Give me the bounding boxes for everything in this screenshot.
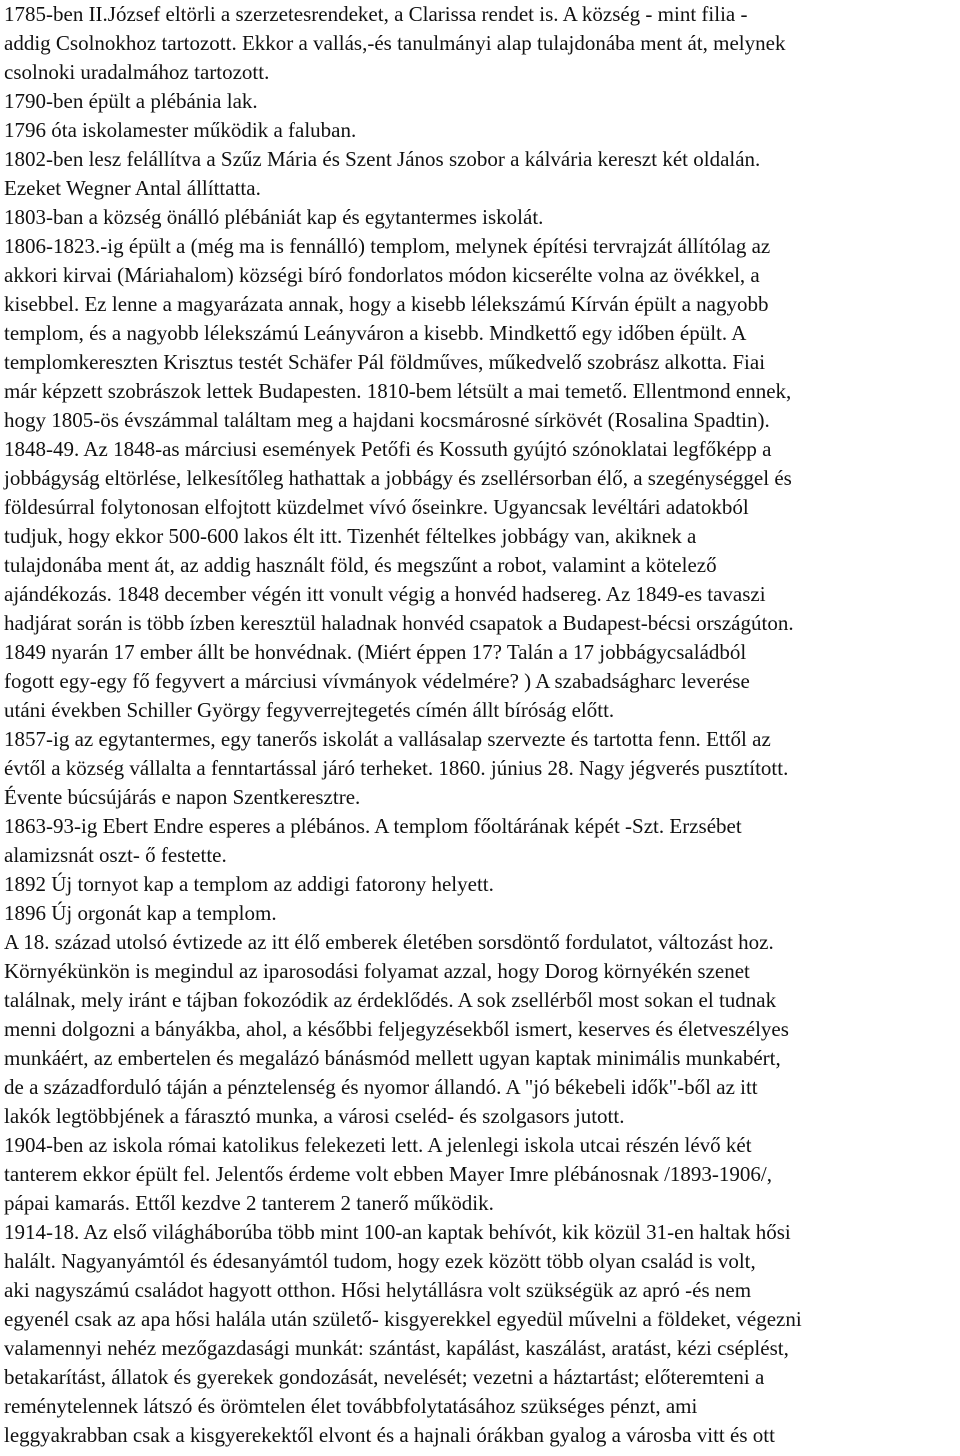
- text-line: aki nagyszámú családot hagyott otthon. Hősi helytállásra volt szükségük az apró -és nem: [4, 1278, 752, 1302]
- text-line: lakók legtöbbjének a fárasztó munka, a városi cseléd- és szolgasors jutott.: [4, 1104, 625, 1128]
- text-line: földesúrral folytonosan elfojtott küzdelmet vívó őseinkre. Ugyancsak levéltári adatokból: [4, 495, 749, 519]
- text-line: A 18. század utolsó évtizede az itt élő emberek életében sorsdöntő fordulatot, változást hoz.: [4, 930, 774, 954]
- text-line: pápai kamarás. Ettől kezdve 2 tanterem 2 tanerő működik.: [4, 1191, 494, 1215]
- text-line: utáni években Schiller György fegyverrejtegetés címén állt bíróság előtt.: [4, 698, 615, 722]
- text-line: 1863-93-ig Ebert Endre esperes a plébános. A templom főoltárának képét -Szt. Erzsébet: [4, 814, 742, 838]
- text-line: ajándékozás. 1848 december végén itt vonult végig a honvéd hadsereg. Az 1849-es tavaszi: [4, 582, 766, 606]
- text-line: templomkereszten Krisztus testét Schäfer Pál földműves, műkedvelő szobrász alkotta. Fiai: [4, 350, 766, 374]
- text-line: 1802-ben lesz felállítva a Szűz Mária és Szent János szobor a kálvária kereszt két oldalán.: [4, 147, 761, 171]
- text-line: addig Csolnokhoz tartozott. Ekkor a vallás,-és tanulmányi alap tulajdonába ment át, melynek: [4, 31, 786, 55]
- text-line: Ezeket Wegner Antal állíttatta.: [4, 176, 261, 200]
- text-line: tanterem ekkor épült fel. Jelentős érdeme volt ebben Mayer Imre plébánosnak /1893-1906/,: [4, 1162, 772, 1186]
- text-line: kisebbel. Ez lenne a magyarázata annak, hogy a kisebb lélekszámú Kírván épült a nagyobb: [4, 292, 769, 316]
- text-line: 1796 óta iskolamester működik a faluban.: [4, 118, 357, 142]
- text-line: akkori kirvai (Máriahalom) községi bíró fondorlatos módon kicserélte volna az övékkel, a: [4, 263, 760, 287]
- text-line: jobbágyság eltörlése, lelkesítőleg hathattak a jobbágy és zsellérsorban élő, a szegénységgel és: [4, 466, 792, 490]
- text-line: fogott egy-egy fő fegyvert a márciusi vívmányok védelmére? ) A szabadságharc leverése: [4, 669, 750, 693]
- text-line: munkáért, az embertelen és megalázó bánásmód mellett ugyan kaptak minimális munkabért,: [4, 1046, 781, 1070]
- text-line: 1785-ben II.József eltörli a szerzetesrendeket, a Clarissa rendet is. A község - mint filia -: [4, 2, 748, 26]
- text-line: 1914-18. Az első világháborúba több mint 100-an kaptak behívót, kik közül 31-en haltak hősi: [4, 1220, 791, 1244]
- text-line: reménytelennek látszó és örömtelen élet továbbfolytatásához szükséges pénzt, ami: [4, 1394, 698, 1418]
- text-line: már képzett szobrászok lettek Budapesten. 1810-bem létsült a mai temető. Ellentmond ennek,: [4, 379, 792, 403]
- text-line: menni dolgozni a bányákba, ahol, a későbbi feljegyzésekből ismert, keserves és életveszélyes: [4, 1017, 789, 1041]
- text-line: 1892 Új tornyot kap a templom az addigi fatorony helyett.: [4, 872, 494, 896]
- text-line: csolnoki uradalmához tartozott.: [4, 60, 270, 84]
- text-line: 1896 Új orgonát kap a templom.: [4, 901, 277, 925]
- text-line: hogy 1805-ös évszámmal találtam meg a hajdani kocsmárosné sírkövét (Rosalina Spadtin).: [4, 408, 770, 432]
- text-line: 1857-ig az egytantermes, egy tanerős iskolát a vallásalap szervezte és tartotta fenn. Ettől az: [4, 727, 771, 751]
- text-line: de a századforduló táján a pénztelenség és nyomor állandó. A "jó békebeli idők"-ből az itt: [4, 1075, 758, 1099]
- text-line: halált. Nagyanyámtól és édesanyámtól tudom, hogy ezek között több olyan család is volt,: [4, 1249, 756, 1273]
- text-line: 1790-ben épült a plébánia lak.: [4, 89, 258, 113]
- text-line: tulajdonába ment át, az addig használt föld, és megszűnt a robot, valamint a kötelező: [4, 553, 717, 577]
- text-line: évtől a község vállalta a fenntartással járó terheket. 1860. június 28. Nagy jégverés pusztított.: [4, 756, 789, 780]
- text-line: Évente búcsújárás e napon Szentkeresztre.: [4, 785, 361, 809]
- text-line: leggyakrabban csak a kisgyerekektől elvont és a hajnali órákban gyalog a városba vitt és ott: [4, 1423, 775, 1447]
- text-line: 1848-49. Az 1848-as márciusi események Petőfi és Kossuth gyújtó szónoklatai legfőképp a: [4, 437, 772, 461]
- text-line: templom, és a nagyobb lélekszámú Leányváron a kisebb. Mindkettő egy időben épült. A: [4, 321, 747, 345]
- text-line: egyenél csak az apa hősi halála után születő- kisgyerekkel egyedül művelni a földeket, végezni: [4, 1307, 802, 1331]
- text-line: tudjuk, hogy ekkor 500-600 lakos élt itt. Tizenhét féltelkes jobbágy van, akiknek a: [4, 524, 697, 548]
- text-line: 1904-ben az iskola római katolikus felekezeti lett. A jelenlegi iskola utcai részén lévő két: [4, 1133, 752, 1157]
- text-line: Környékünkön is megindul az iparosodási folyamat azzal, hogy Dorog környékén szenet: [4, 959, 750, 983]
- text-line: 1803-ban a község önálló plébániát kap és egytantermes iskolát.: [4, 205, 544, 229]
- text-line: hadjárat során is több ízben keresztül haladnak honvéd csapatok a Budapest-bécsi országúton.: [4, 611, 794, 635]
- text-line: találnak, mely iránt e tájban fokozódik az érdeklődés. A sok zsellérből most sokan el tudnak: [4, 988, 777, 1012]
- text-line: betakarítást, állatok és gyerekek gondozását, nevelését; vezetni a háztartást; előteremteni a: [4, 1365, 765, 1389]
- text-line: alamizsnát oszt- ő festette.: [4, 843, 227, 867]
- text-line: 1806-1823.-ig épült a (még ma is fennálló) templom, melynek építési tervrajzát állítólag az: [4, 234, 771, 258]
- text-line: valamennyi nehéz mezőgazdasági munkát: szántást, kapálást, kaszálást, aratást, kézi cséplést,: [4, 1336, 789, 1360]
- text-line: 1849 nyarán 17 ember állt be honvédnak. (Miért éppen 17? Talán a 17 jobbágycsaládból: [4, 640, 747, 664]
